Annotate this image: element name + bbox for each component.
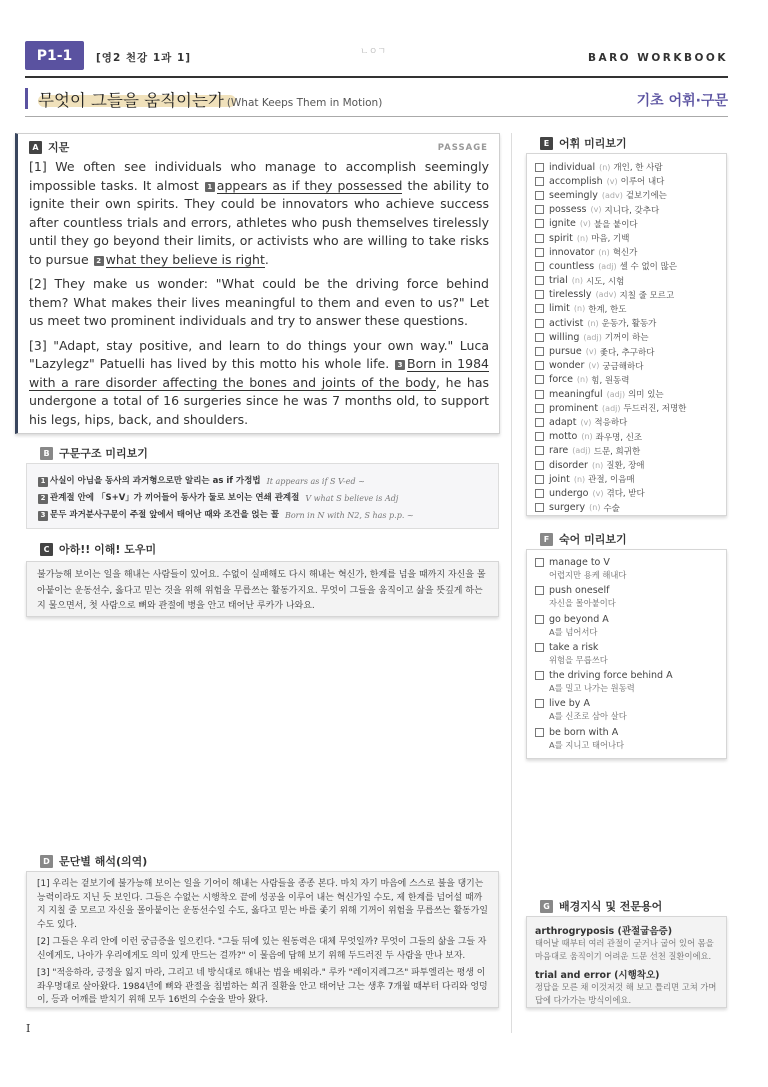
vocab-meaning: 이루어 내다 (620, 177, 665, 188)
vocab-pos: (v) (592, 488, 604, 498)
idiom-phrase: go beyond A (549, 613, 609, 625)
vocab-word: accomplish (549, 175, 603, 187)
vocab-meaning: 운동가, 활동가 (601, 319, 657, 330)
paraphrase-paragraph-3: [3] "적응하라, 긍정을 잃지 마라, 그리고 네 방식대로 해내는 법을 배워라." 루카 "레이지레그즈" 파투엘리는 평생 이 좌우명대로 살아왔다. 1984년에 뼈와 관절을 침범하는 희귀 질환을 안고 태어난 그는 생후 7개월 때부터 다리와 엉덩이, 등과 어깨를 받치기 위해 모두 16번의 수술을 받아 왔다. (37, 968, 488, 1005)
title-rule (25, 116, 728, 117)
vocab-meaning: 한계, 한도 (588, 304, 627, 315)
vocab-checkbox[interactable] (535, 248, 544, 257)
passage-heading (29, 140, 489, 154)
vocab-checkbox[interactable] (535, 163, 544, 172)
vocab-pos: (n) (581, 432, 593, 442)
background-term: arthrogryposis (관절굽음증) (535, 926, 673, 937)
vocab-meaning: 겉보기에는 (625, 191, 667, 202)
idiom-phrase: manage to V (549, 557, 610, 568)
vocab-word: innovator (549, 246, 595, 258)
idioms-heading-text: 숙어 미리보기 (559, 533, 627, 546)
structure-description: 관계절 안에 「S+V」가 끼어들어 동사가 둘로 보이는 연쇄 관계절 (50, 493, 300, 503)
vocab-checkbox[interactable] (535, 489, 544, 498)
vocab-pos: (n) (573, 474, 586, 484)
vocab-pos: (adj) (572, 446, 591, 456)
structure-description: 문두 과거분사구문이 주절 앞에서 태어난 때와 조건을 얹는 꼴 (50, 510, 279, 520)
paraphrase-box (26, 871, 499, 1008)
structure-pattern: It appears as if S V-ed ~ (266, 477, 365, 486)
structure-pattern: V what S believe is Adj (305, 494, 399, 503)
vocab-pos: (n) (591, 460, 604, 470)
idiom-phrase: the driving force behind A (549, 670, 673, 682)
vocab-pos: (adj) (583, 332, 602, 342)
background-heading-text: 배경지식 및 전문용어 (559, 900, 663, 913)
summary-heading-text: 아하!! 이해! 도우미 (59, 543, 157, 556)
vocab-meaning: 두드러진, 저명한 (623, 404, 687, 415)
vocab-pos: (n) (573, 304, 586, 314)
vocab-item (535, 501, 718, 515)
vocab-item (535, 359, 718, 373)
vocab-meaning: 의미 있는 (628, 390, 664, 401)
idiom-meaning: A를 지니고 태어나다 (549, 739, 625, 750)
vocab-meaning: 지칠 줄 모르고 (619, 290, 675, 301)
vocab-word: tirelessly (549, 289, 592, 301)
paraphrase-heading-text: 문단별 해석(의역) (59, 855, 148, 868)
background-term: trial and error (시행착오) (535, 970, 660, 981)
vocab-item (535, 472, 718, 486)
vocab-checkbox[interactable] (535, 219, 544, 228)
idiom-phrase: be born with A (549, 726, 619, 738)
vocab-meaning: 질환, 장애 (606, 461, 645, 472)
paraphrase-paragraph-1: [1] 우리는 겉보기에 불가능해 보이는 일을 기어이 해내는 사람들을 종종 본다. 마치 자기 마음에 스스로 불을 댕기는 능력이라도 지닌 듯 보인다. 그들은 수없는 시행착오 끝에 성공을 이루어 내는 혁신가일 수도, 제 한계를 넘어설 때까지 지칠 줄 모르고 자신을 몰아붙이는 운동선수일 수도, 옳다고 믿는 바를 좇기 위해 기꺼이 위험을 무릅쓰는 활동가일 수도 있다. (37, 879, 488, 930)
vocab-checkbox[interactable] (535, 262, 544, 271)
section-letter-c: C (40, 543, 53, 556)
vocab-item (535, 486, 718, 500)
structure-pattern: Born in N with N2, S has p.p. ~ (284, 511, 414, 520)
vocab-word: disorder (549, 459, 588, 471)
idiom-meaning: A를 넘어서다 (549, 626, 598, 637)
vocab-meaning: 드문, 희귀한 (593, 446, 641, 457)
vocab-meaning: 마음, 기백 (591, 234, 630, 245)
vocab-checkbox[interactable] (535, 404, 544, 413)
vocab-meaning: 셀 수 없이 많은 (619, 262, 678, 273)
vocab-pos: (adj) (598, 261, 617, 271)
structure-item (37, 490, 488, 507)
vocab-meaning: 혁신가 (612, 248, 638, 259)
vocab-checkbox[interactable] (535, 503, 544, 512)
vocab-item (535, 274, 718, 288)
background-box (526, 916, 727, 1008)
vocab-pos: (n) (576, 233, 589, 243)
vocab-checkbox[interactable] (535, 276, 544, 285)
vocab-word: surgery (549, 502, 586, 514)
vocab-meaning: 시도, 시험 (586, 276, 625, 287)
vocab-checkbox[interactable] (535, 191, 544, 200)
lesson-tag: [영2 천강 1과 1] (96, 52, 192, 64)
vocab-pos: (n) (576, 375, 589, 385)
page-title-korean: 무엇이 그들을 움직이는가 (38, 91, 224, 110)
vocab-checkbox[interactable] (535, 290, 544, 299)
vocab-item (535, 302, 718, 316)
passage-box (15, 133, 500, 434)
vocab-checkbox[interactable] (535, 333, 544, 342)
para3-text-a: [3] "Adapt, stay positive, and learn to do things your own way." Luca "Lazylegz" Patuelli has lived by this motto his whole life. (29, 337, 489, 371)
section-letter-d: D (40, 855, 53, 868)
vocab-item (535, 174, 718, 188)
vocab-item (535, 259, 718, 273)
idiom-meaning: 어렵지만 용케 해내다 (549, 570, 627, 580)
page-code-badge: P1-1 (25, 41, 84, 70)
vocab-checkbox[interactable] (535, 304, 544, 313)
vocab-heading (540, 135, 627, 151)
para3-text-b: , he has undergone a total of 16 surgeries since he was 7 months old, to support his legs, hips, back, and shoulders. (29, 374, 489, 427)
vocab-word: ignite (549, 218, 576, 230)
vocab-item (535, 316, 718, 330)
vocab-word: joint (549, 473, 570, 485)
vocab-word: rare (549, 445, 569, 457)
vocab-item (535, 160, 718, 174)
vocab-word: wonder (549, 360, 585, 372)
vocab-item (535, 373, 718, 387)
vocab-heading-text: 어휘 미리보기 (559, 137, 627, 150)
page-number: I (26, 1022, 31, 1035)
header-rule (25, 76, 728, 78)
vocab-pos: (v) (588, 361, 600, 371)
idiom-item (535, 557, 718, 585)
vocab-meaning: 궁금해하다 (602, 361, 644, 372)
structure-number: 3 (38, 511, 48, 521)
vocab-meaning: 겪다, 받다 (606, 489, 645, 500)
vocab-word: possess (549, 204, 587, 216)
background-heading (540, 898, 662, 914)
vocab-checkbox[interactable] (535, 234, 544, 243)
idiom-checkbox[interactable] (535, 728, 544, 737)
idiom-meaning: A를 밀고 나가는 원동력 (549, 683, 635, 694)
summary-heading (40, 541, 156, 557)
structures-heading-text: 구문구조 미리보기 (59, 447, 148, 460)
idiom-item (535, 642, 718, 670)
structures-box (26, 463, 499, 529)
structure-marker-1: 1 (205, 182, 215, 192)
passage-heading-text: 지문 (48, 141, 70, 154)
section-letter-e: E (540, 137, 553, 150)
vocab-list (526, 153, 727, 516)
para1-text-b: the ability to ignite their own spirits. They could be innovators who achieve success after countless trials and errors, athletes who push themselves tirelessly until they go beyond their limits, or activists who are willing to take risks to pursue (29, 177, 489, 267)
idiom-phrase: take a risk (549, 641, 599, 653)
vocab-item (535, 203, 718, 217)
paraphrase-paragraph-2: [2] 그들은 우리 안에 이런 궁금증을 일으킨다. "그들 뒤에 있는 원동력은 대체 무엇일까? 무엇이 그들의 삶을 그들 자신에게도, 나아가 우리에게도 의미 있게 만드는 걸까?" 이 물음에 답해 보기 위해 두드러진 두 사람을 만나 보자. (37, 937, 487, 961)
vocab-word: force (549, 374, 573, 386)
para1-text-a: [1] We often see individuals who manage to accomplish seemingly impossible tasks. It almost (29, 159, 489, 193)
idiom-list (526, 549, 727, 759)
page-title-english: (What Keeps Them in Motion) (226, 97, 383, 109)
vocab-item (535, 344, 718, 358)
structure-item (37, 507, 488, 524)
vocab-pos: (adj) (602, 403, 621, 413)
background-description: 정답을 모른 채 이것저것 해 보고 틀리면 고쳐 가며 답에 다가가는 방식이에요. (535, 982, 717, 1005)
vocab-pos: (adv) (601, 190, 623, 200)
vocab-pos: (v) (580, 417, 592, 427)
vocab-meaning: 기꺼이 하는 (604, 333, 649, 344)
vocab-pos: (n) (589, 503, 601, 513)
vocab-meaning: 좇다, 추구하다 (599, 347, 655, 358)
title-accent-bar (25, 88, 28, 109)
vocab-pos: (n) (598, 247, 610, 257)
structure-marker-3: 3 (395, 360, 405, 370)
idiom-checkbox[interactable] (535, 699, 544, 708)
passage-label: PASSAGE (437, 143, 488, 153)
vocab-word: meaningful (549, 388, 603, 400)
vocab-pos: (v) (585, 347, 597, 357)
vocab-item (535, 245, 718, 259)
vocab-word: spirit (549, 232, 573, 244)
vocab-word: countless (549, 260, 595, 272)
vocab-word: seemingly (549, 189, 598, 201)
idiom-item (535, 698, 718, 726)
para1-text-c: . (264, 251, 269, 267)
vocab-item (535, 288, 718, 302)
vocab-pos: (n) (571, 276, 584, 286)
vocab-checkbox[interactable] (535, 418, 544, 427)
idioms-heading (540, 531, 627, 547)
vocab-item (535, 231, 718, 245)
idiom-item (535, 585, 718, 613)
vocab-checkbox[interactable] (535, 177, 544, 186)
structure-marker-2: 2 (94, 256, 104, 266)
vocab-checkbox[interactable] (535, 347, 544, 356)
underlined-structure-2: what they believe is right (105, 251, 265, 267)
idiom-item (535, 614, 718, 642)
vocab-word: willing (549, 331, 580, 343)
vocab-pos: (n) (587, 318, 599, 328)
idiom-phrase: push oneself (549, 585, 610, 597)
structure-description: 사실이 아님을 동사의 과거형으로만 알리는 as if 가정법 (50, 476, 261, 486)
brand-name: BARO WORKBOOK (587, 52, 728, 64)
idiom-checkbox[interactable] (535, 643, 544, 652)
vocab-item (535, 458, 718, 472)
vocab-item (535, 188, 718, 202)
vocab-item (535, 401, 718, 415)
vocab-checkbox[interactable] (535, 475, 544, 484)
vocab-word: limit (549, 303, 570, 315)
vocab-word: activist (549, 317, 584, 329)
vocab-checkbox[interactable] (535, 375, 544, 384)
idiom-checkbox[interactable] (535, 615, 544, 624)
vocab-meaning: 관절, 이음매 (588, 475, 635, 486)
vocab-word: undergo (549, 487, 589, 499)
vocab-checkbox[interactable] (535, 390, 544, 399)
idiom-item (535, 727, 718, 755)
summary-box: 불가능해 보이는 일을 해내는 사람들이 있어요. 수없이 실패해도 다시 해내는 혁신가, 한계를 넘을 때까지 자신을 몰아붙이는 운동선수, 옳다고 믿는 것을 위해 위험을 무릅쓰는 활동가지요. 무엇이 그들을 움직이고 삶을 뜻깊게 하는지 물으면서, 첫 사람으로 뼈와 관절에 병을 안고 태어난 루카가 나와요. (26, 561, 499, 617)
structure-number: 2 (38, 494, 48, 504)
vocab-pos: (v) (606, 176, 618, 186)
vocab-pos: (v) (579, 219, 591, 229)
vocab-pos: (v) (590, 205, 602, 215)
vocab-checkbox[interactable] (535, 361, 544, 370)
vocab-meaning: 힘, 원동력 (591, 375, 630, 386)
vocab-word: trial (549, 275, 568, 287)
idiom-checkbox[interactable] (535, 671, 544, 680)
idiom-meaning: A를 신조로 삼아 살다 (549, 711, 627, 722)
idiom-meaning: 자신을 몰아붙이다 (549, 598, 616, 609)
vocab-checkbox[interactable] (535, 205, 544, 214)
idiom-checkbox[interactable] (535, 558, 544, 567)
vocab-item (535, 330, 718, 344)
vocab-pos: (adv) (595, 290, 617, 300)
vocab-checkbox[interactable] (535, 446, 544, 455)
vocab-meaning: 수술 (603, 503, 620, 514)
vocab-checkbox[interactable] (535, 432, 544, 441)
vocab-meaning: 좌우명, 신조 (595, 432, 643, 443)
vocab-item (535, 387, 718, 401)
vocab-word: individual (549, 161, 596, 173)
idiom-item (535, 670, 718, 698)
section-letter-g: G (540, 900, 553, 913)
vocab-item (535, 217, 718, 231)
vocab-meaning: 개인, 한 사람 (613, 163, 663, 174)
faint-mark: ㄴㅇㄱ (360, 47, 387, 57)
vocab-item (535, 444, 718, 458)
passage-paragraph-3 (29, 337, 489, 430)
section-letter-f: F (540, 533, 553, 546)
structures-heading (40, 445, 148, 461)
underlined-structure-3: Born in 1984 with a rare disorder affecting the bones and joints of the body (29, 356, 489, 390)
vocab-meaning: 적응하다 (594, 418, 628, 429)
passage-paragraph-2: [2] They make us wonder: "What could be the driving force behind them? What makes their lives meaningful to them and even to us?" Let us meet two prominent individuals and try to answer these questions. (29, 276, 489, 328)
vocab-word: motto (549, 431, 578, 443)
vocab-checkbox[interactable] (535, 319, 544, 328)
idiom-checkbox[interactable] (535, 586, 544, 595)
passage-paragraph-1 (29, 158, 489, 269)
vocab-meaning: 불을 붙이다 (593, 219, 638, 230)
vocab-word: adapt (549, 416, 577, 428)
underlined-structure-1: appears as if they possessed (216, 177, 403, 193)
section-letter-b: B (40, 447, 53, 460)
column-divider (511, 133, 512, 1033)
vocab-meaning: 지니다, 갖추다 (604, 205, 660, 216)
section-type-label: 기초 어휘·구문 (636, 93, 728, 109)
page-title (38, 87, 382, 111)
section-letter-a: A (29, 141, 42, 154)
vocab-word: prominent (549, 402, 599, 414)
idiom-phrase: live by A (549, 698, 590, 710)
vocab-checkbox[interactable] (535, 461, 544, 470)
vocab-item (535, 430, 718, 444)
background-description: 태어날 때부터 여러 관절이 굳거나 굽어 있어 몸을 마음대로 움직이기 어려운 드문 선천 질환이에요. (535, 938, 714, 961)
vocab-pos: (n) (599, 162, 611, 172)
vocab-item (535, 415, 718, 429)
vocab-pos: (adj) (606, 389, 626, 399)
structure-number: 1 (38, 477, 48, 487)
idiom-meaning: 위험을 무릅쓰다 (549, 654, 608, 665)
vocab-word: pursue (549, 346, 582, 358)
paraphrase-heading (40, 853, 147, 869)
structure-item (37, 473, 488, 490)
